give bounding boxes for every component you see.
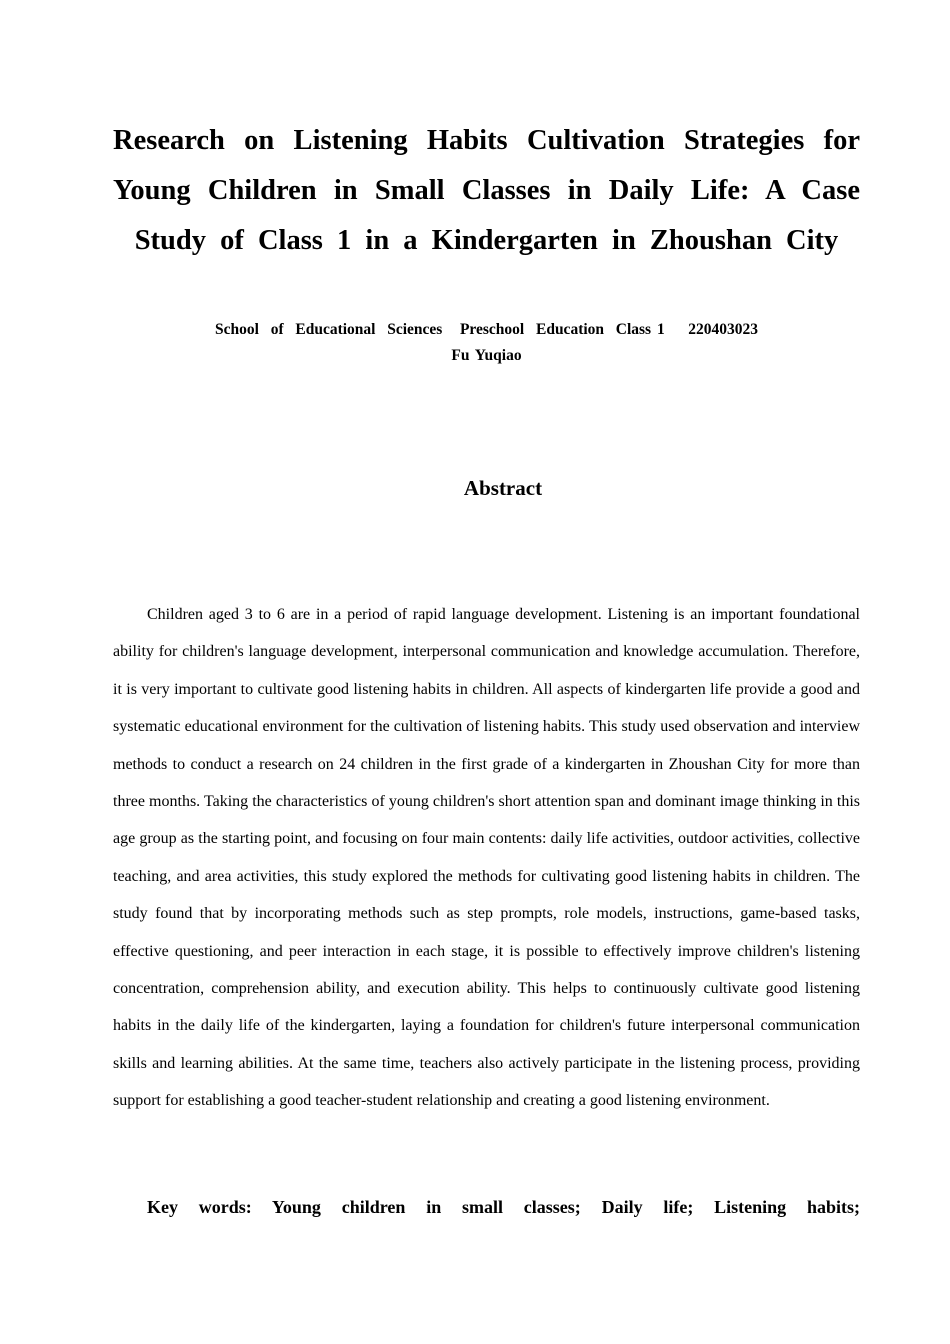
title-line-2: Young Children in Small Classes in Daily Life: A Case xyxy=(113,175,860,206)
author-name: Fu Yuqiao xyxy=(451,347,522,364)
author-affiliation: School of Educational Sciences Preschool Education Class 1 220403023 xyxy=(215,321,758,338)
abstract-heading: Abstract xyxy=(463,476,543,500)
author-block xyxy=(113,317,860,369)
title-line-1: Research on Listening Habits Cultivation Strategies for xyxy=(113,125,860,156)
paper-title xyxy=(113,116,860,266)
abstract-body: Children aged 3 to 6 are in a period of rapid language development. Listening is an important foundational ability for children's language development, interpersonal communication and knowledge accumulation. Therefore, it is very important to cultivate good listening habits in children. All aspects of kindergarten life provide a good and systematic educational environment for the cultivation of listening habits. This study used observation and interview methods to conduct a research on 24 children in the first grade of a kindergarten in Zhoushan City for more than three months. Taking the characteristics of young children's short attention span and dominant image thinking in this age group as the starting point, and focusing on four main contents: daily life activities, outdoor activities, collective teaching, and area activities, this study explored the methods for cultivating good listening habits in children. The study found that by incorporating methods such as step prompts, role models, instructions, game-based tasks, effective questioning, and peer interaction in each stage, it is possible to effectively improve children's listening concentration, comprehension ability, and execution ability. This helps to continuously cultivate good listening habits in the daily life of the kindergarten, laying a foundation for children's future interpersonal communication skills and learning abilities. At the same time, teachers also actively participate in the listening process, providing support for establishing a good teacher-student relationship and creating a good listening environment. xyxy=(113,606,860,1110)
title-line-3: Study of Class 1 in a Kindergarten in Zhoushan City xyxy=(134,225,839,256)
keywords-line: Key words: Young children in small classes; Daily life; Listening habits; xyxy=(147,1197,860,1217)
